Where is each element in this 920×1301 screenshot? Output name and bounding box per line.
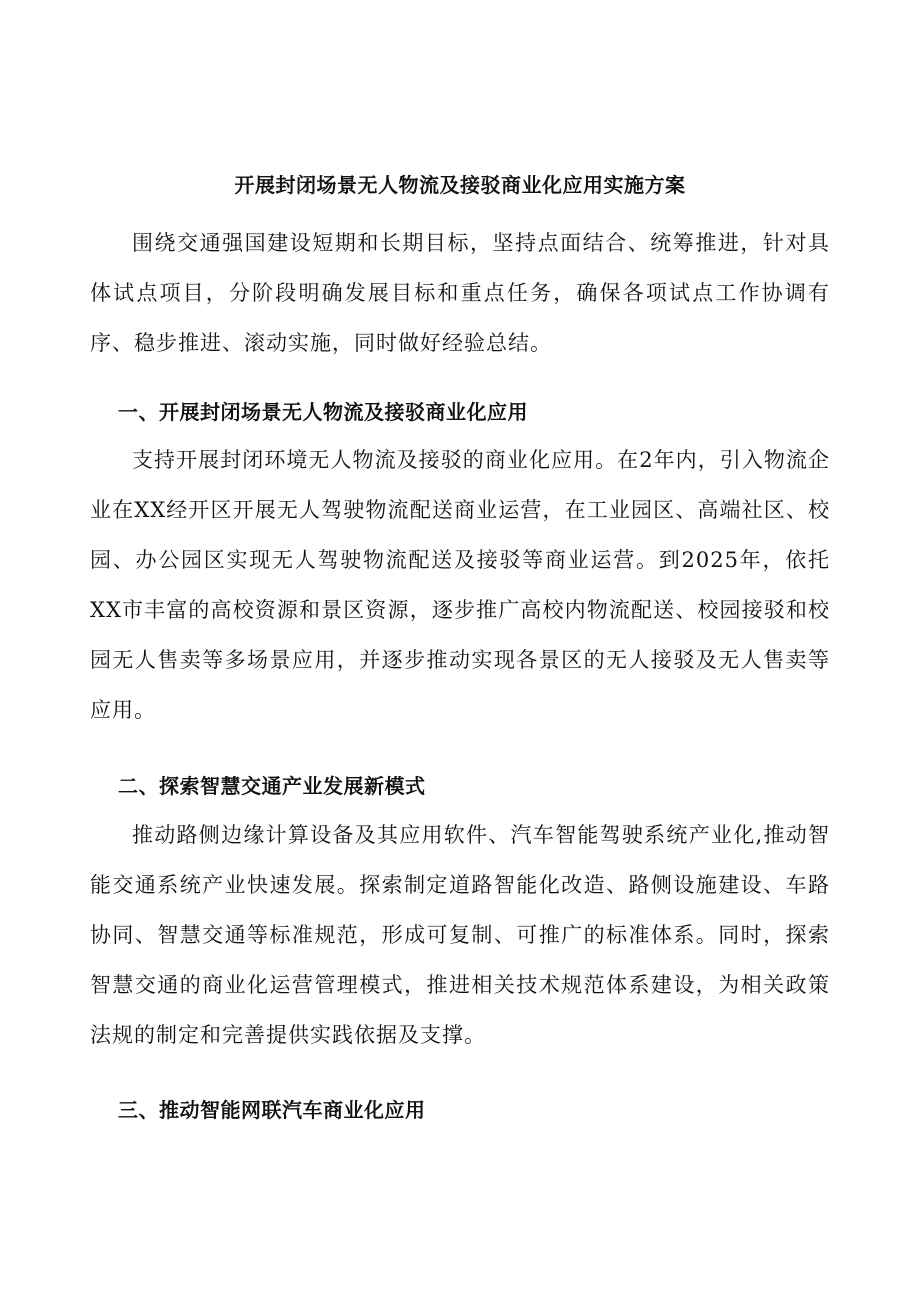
document-title: 开展封闭场景无人物流及接驳商业化应用实施方案: [234, 173, 686, 197]
section-heading-3: 三、推动智能网联汽车商业化应用: [118, 1098, 426, 1122]
section-body-2: 推动路侧边缘计算设备及其应用软件、汽车智能驾驶系统产业化,推动智能交通系统产业快速发展。探索制定道路智能化改造、路侧设施建设、车路协同、智慧交通等标准规范，形成可复制、可推广的标准体系。同时，探索智慧交通的商业化运营管理模式，推进相关技术规范体系建设，为相关政策法规的制定和完善提供实践依据及支撑。: [90, 823, 830, 1047]
section-body-1: 支持开展封闭环境无人物流及接驳的商业化应用。在2年内，引入物流企业在XX经开区开展无人驾驶物流配送商业运营，在工业园区、高端社区、校园、办公园区实现无人驾驶物流配送及接驳等商业运营。到2025年，依托XX市丰富的高校资源和景区资源，逐步推广高校内物流配送、校园接驳和校园无人售卖等多场景应用，并逐步推动实现各景区的无人接驳及无人售卖等应用。: [90, 448, 830, 722]
section-heading-1: 一、开展封闭场景无人物流及接驳商业化应用: [118, 400, 528, 424]
section-heading-2: 二、探索智慧交通产业发展新模式: [118, 774, 426, 798]
intro-paragraph: 围绕交通强国建设短期和长期目标，坚持点面结合、统筹推进，针对具体试点项目，分阶段明确发展目标和重点任务，确保各项试点工作协调有序、稳步推进、滚动实施，同时做好经验总结。: [90, 231, 830, 355]
